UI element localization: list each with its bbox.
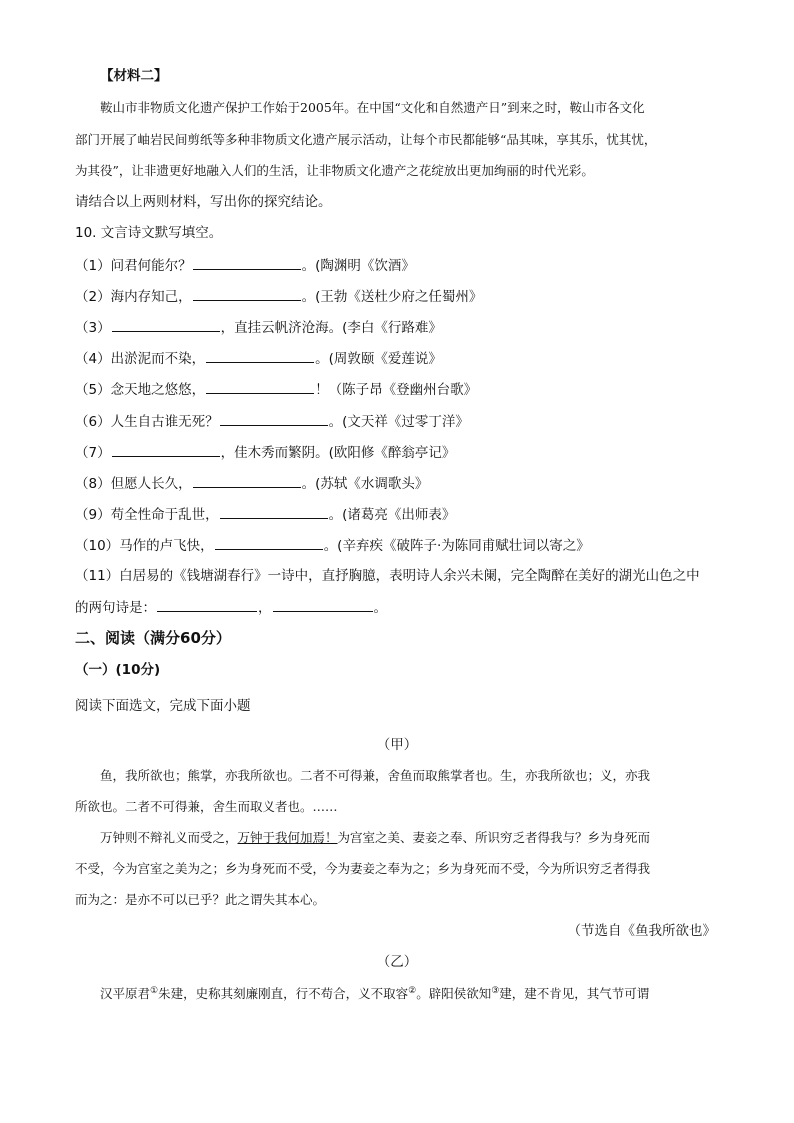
material2-paragraph-line: 鞍山市非物质文化遗产保护工作始于2005年。在中国“文化和自然遗产日”到来之时，鞍山市各文化	[100, 100, 645, 115]
passage-line: 万钟则不辩礼义而受之，万钟于我何加焉！为宫室之美、妻妾之奉、所识穷乏者得我与？乡为身死而	[100, 830, 651, 845]
footnote-marker: ②	[408, 985, 417, 996]
answer-blank[interactable]	[193, 473, 301, 488]
answer-blank[interactable]	[206, 379, 314, 394]
passage-line: 汉平原君①朱建，史称其刻廉刚直，行不苟合，义不取容②。辟阳侯欲知③建，建不肯见，其气节可谓	[100, 985, 650, 1001]
footnote-marker: ③	[491, 985, 500, 996]
fill-item: （9）苟全性命于乱世， 。(诸葛亮《出师表》	[75, 504, 455, 525]
passage-line: 不受，今为宫室之美为之；乡为身死而不受，今为妻妾之奉为之；乡为身死而不受，今为所识穷乏者得我	[75, 861, 651, 876]
material2-heading: 【材料二】	[100, 68, 168, 84]
passage-line: 鱼，我所欲也；熊掌，亦我所欲也。二者不可得兼，舍鱼而取熊掌者也。生，亦我所欲也；义，亦我	[100, 768, 651, 783]
reading-instruction: 阅读下面选文，完成下面小题	[75, 698, 251, 714]
fill-item: （10）马作的卢飞快， 。(辛弃疾《破阵子·为陈同甫赋壮词以寄之》	[75, 535, 590, 556]
answer-blank[interactable]	[193, 286, 301, 301]
fill-item: （6）人生自古谁无死？ 。(文天祥《过零丁洋》	[75, 411, 469, 432]
fill-item: （4）出淤泥而不染， 。(周敦颐《爱莲说》	[75, 348, 442, 369]
question-instruction: 请结合以上两则材料，写出你的探究结论。	[75, 194, 332, 210]
subsection-title: （一）(10分)	[75, 662, 161, 678]
fill-item-11-line: （11）白居易的《钱塘湖春行》一诗中，直抒胸臆，表明诗人余兴未阑，完全陶醉在美好的湖光山色之中	[75, 568, 700, 584]
fill-item: （3） ，直挂云帆济沧海。(李白《行路难》	[75, 317, 442, 338]
material2-paragraph-line: 为其役”，让非遗更好地融入人们的生活，让非物质文化遗产之花绽放出更加绚丽的时代光彩。	[75, 163, 594, 178]
answer-blank[interactable]	[206, 348, 314, 363]
underlined-sentence: 万钟于我何加焉！	[237, 830, 338, 845]
answer-blank[interactable]	[112, 442, 220, 457]
passage-jia-label: （甲）	[376, 737, 418, 753]
answer-blank[interactable]	[112, 317, 220, 332]
passage-yi-label: （乙）	[376, 954, 418, 970]
passage-line: 而为之：是亦不可以已乎？此之谓失其本心。	[75, 892, 326, 907]
fill-item: （5）念天地之悠悠， ！（陈子昂《登幽州台歌》	[75, 379, 477, 400]
fill-item: （7） ，佳木秀而繁阴。(欧阳修《醉翁亭记》	[75, 442, 455, 463]
fill-item-11-answer: 的两句诗是： ， 。	[75, 597, 387, 618]
footnote-marker: ①	[150, 985, 159, 996]
answer-blank[interactable]	[215, 535, 323, 550]
answer-blank[interactable]	[157, 597, 257, 612]
passage-line: 所欲也。二者不可得兼，舍生而取义者也。……	[75, 799, 338, 814]
section-title: 二、阅读（满分60分）	[75, 629, 231, 647]
fill-item: （2）海内存知己， 。(王勃《送杜少府之任蜀州》	[75, 286, 482, 307]
question-10-title: 10. 文言诗文默写填空。	[75, 225, 223, 241]
answer-blank[interactable]	[220, 411, 328, 426]
answer-blank[interactable]	[220, 504, 328, 519]
material2-paragraph-line: 部门开展了岫岩民间剪纸等多种非物质文化遗产展示活动，让每个市民都能够“品其味，享其乐，忧其忧，	[75, 132, 657, 147]
fill-item: （1）问君何能尔？ 。(陶渊明《饮酒》	[75, 255, 415, 276]
fill-item: （8）但愿人长久， 。(苏轼《水调歌头》	[75, 473, 428, 494]
answer-blank[interactable]	[193, 255, 301, 270]
passage-source: （节选自《鱼我所欲也》	[567, 923, 716, 939]
answer-blank[interactable]	[273, 597, 373, 612]
